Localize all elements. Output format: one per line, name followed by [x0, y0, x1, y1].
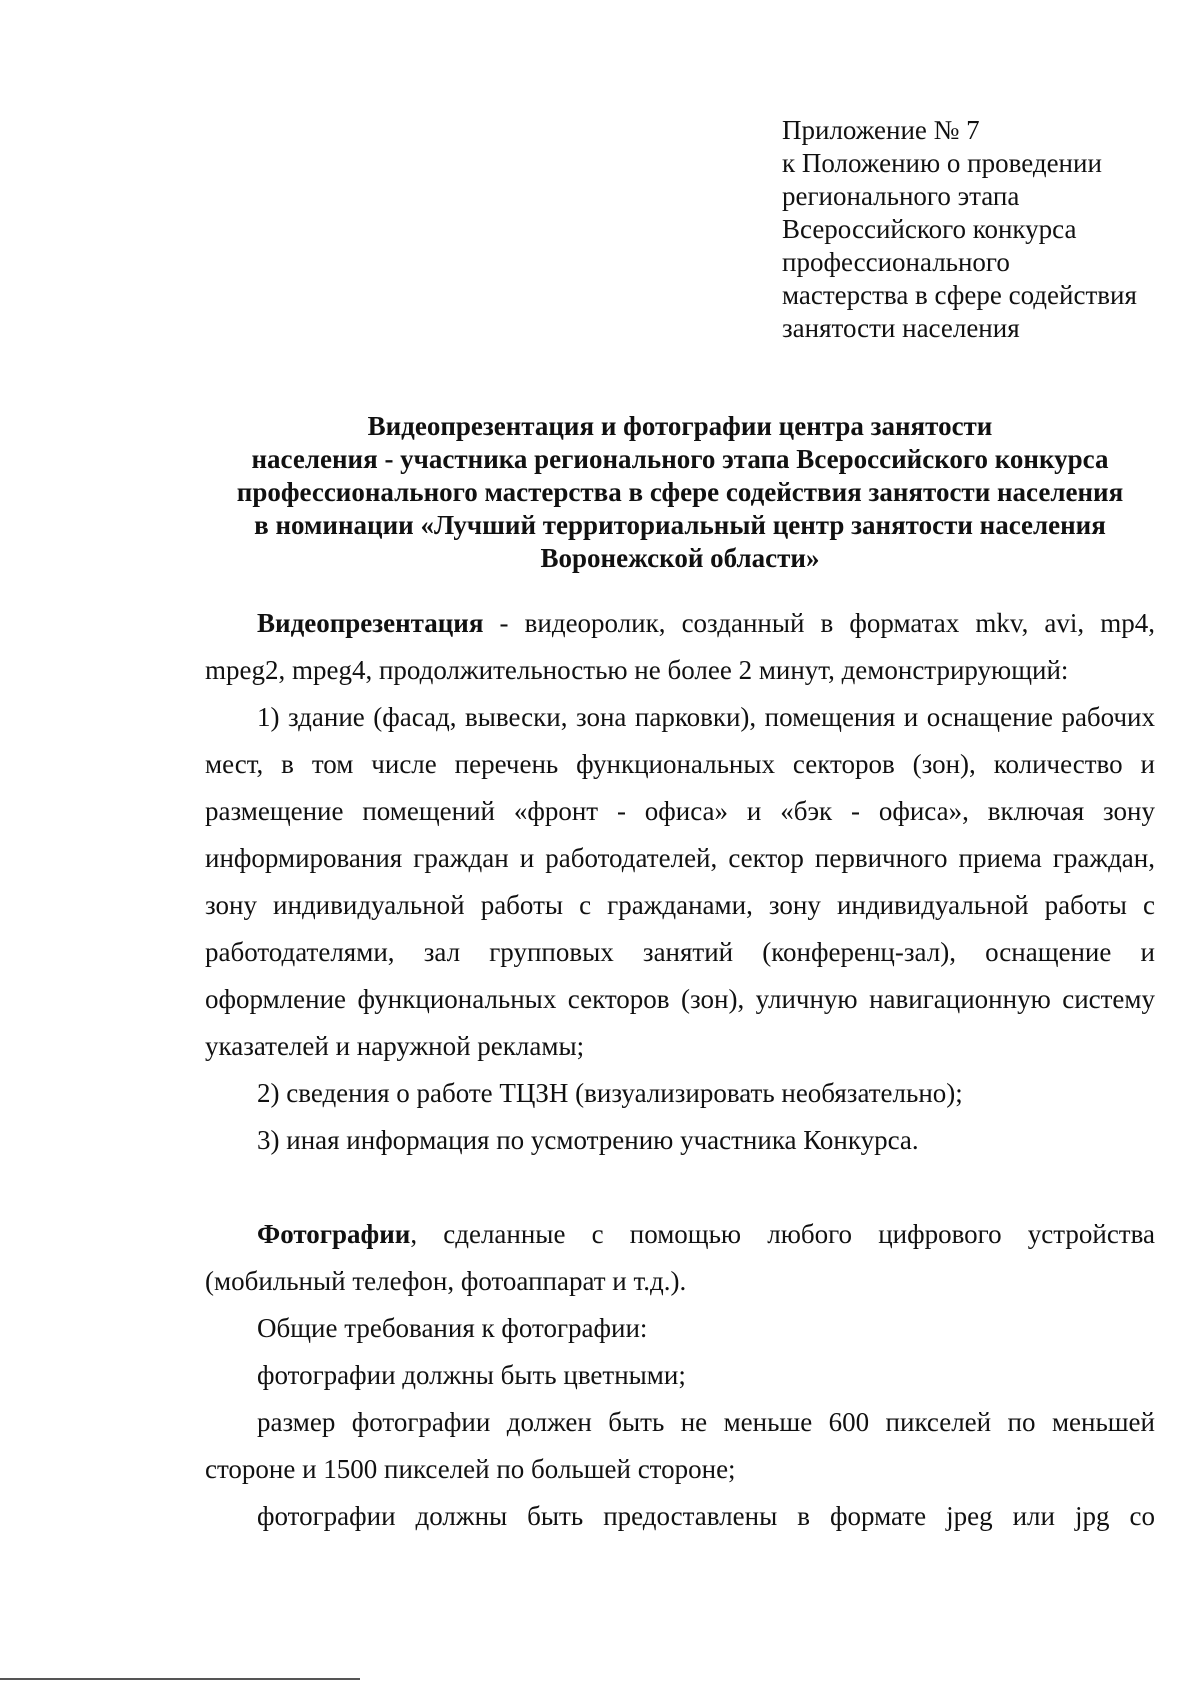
video-intro: - видеоролик, созданный в форматах mkv, avi, mp4, mpeg2, mpeg4, продолжительностью не более 2 минут, демонстрирующий:	[205, 608, 1155, 685]
photos-requirement-3: фотографии должны быть предоставлены в формате jpeg или jpg со	[257, 1501, 1155, 1531]
video-term: Видеопрезентация	[257, 608, 484, 638]
document-body	[205, 600, 1155, 1540]
title-line: Видеопрезентация и фотографии центра занятости	[367, 411, 993, 441]
photos-intro: , сделанные с помощью любого цифрового устройства (мобильный телефон, фотоаппарат и т.д.).	[205, 1219, 1155, 1296]
title-line: Воронежской области»	[540, 543, 820, 573]
video-paragraph	[205, 600, 1155, 694]
annex-line: занятости населения	[782, 313, 1020, 343]
annex-line: Всероссийского конкурса	[782, 214, 1077, 244]
photos-requirement-2: размер фотографии должен быть не меньше 600 пикселей по меньшей стороне и 1500 пикселей по большей стороне;	[205, 1407, 1155, 1484]
photos-general-requirements: Общие требования к фотографии:	[257, 1313, 648, 1343]
video-item-2: 2) сведения о работе ТЦЗН (визуализировать необязательно);	[257, 1078, 963, 1108]
title-line: в номинации «Лучший территориальный центр занятости населения	[254, 510, 1106, 540]
photos-term: Фотографии	[257, 1219, 411, 1249]
annex-line: мастерства в сфере содействия	[782, 280, 1137, 310]
title-line: профессионального мастерства в сфере содействия занятости населения	[236, 477, 1124, 507]
annex-line: Приложение № 7	[782, 115, 980, 145]
paragraph-gap	[205, 1164, 1155, 1211]
photos-paragraph	[205, 1211, 1155, 1305]
annex-line: регионального этапа	[782, 181, 1020, 211]
annex-reference	[782, 114, 1182, 345]
photos-requirement-1: фотографии должны быть цветными;	[257, 1360, 686, 1390]
annex-line: к Положению о проведении	[782, 148, 1102, 178]
video-item-1: 1) здание (фасад, вывески, зона парковки), помещения и оснащение рабочих мест, в том числе перечень функциональных секторов (зон), количество и размещение помещений «фронт - офиса» и «бэк - офиса», включая зону информирования граждан и работодателей, сектор первичного приема граждан, зону индивидуальной работы с гражданами, зону индивидуальной работы с работодателями, зал групповых занятий (конференц-зал), оснащение и оформление функциональных секторов (зон), уличную навигационную систему указателей и наружной рекламы;	[205, 702, 1155, 1061]
page-edge-line	[0, 1678, 360, 1680]
video-item-3: 3) иная информация по усмотрению участника Конкурса.	[257, 1125, 919, 1155]
title-line: населения - участника регионального этапа Всероссийского конкурса	[251, 444, 1109, 474]
annex-line: профессионального	[782, 247, 1010, 277]
document-title	[200, 410, 1160, 575]
